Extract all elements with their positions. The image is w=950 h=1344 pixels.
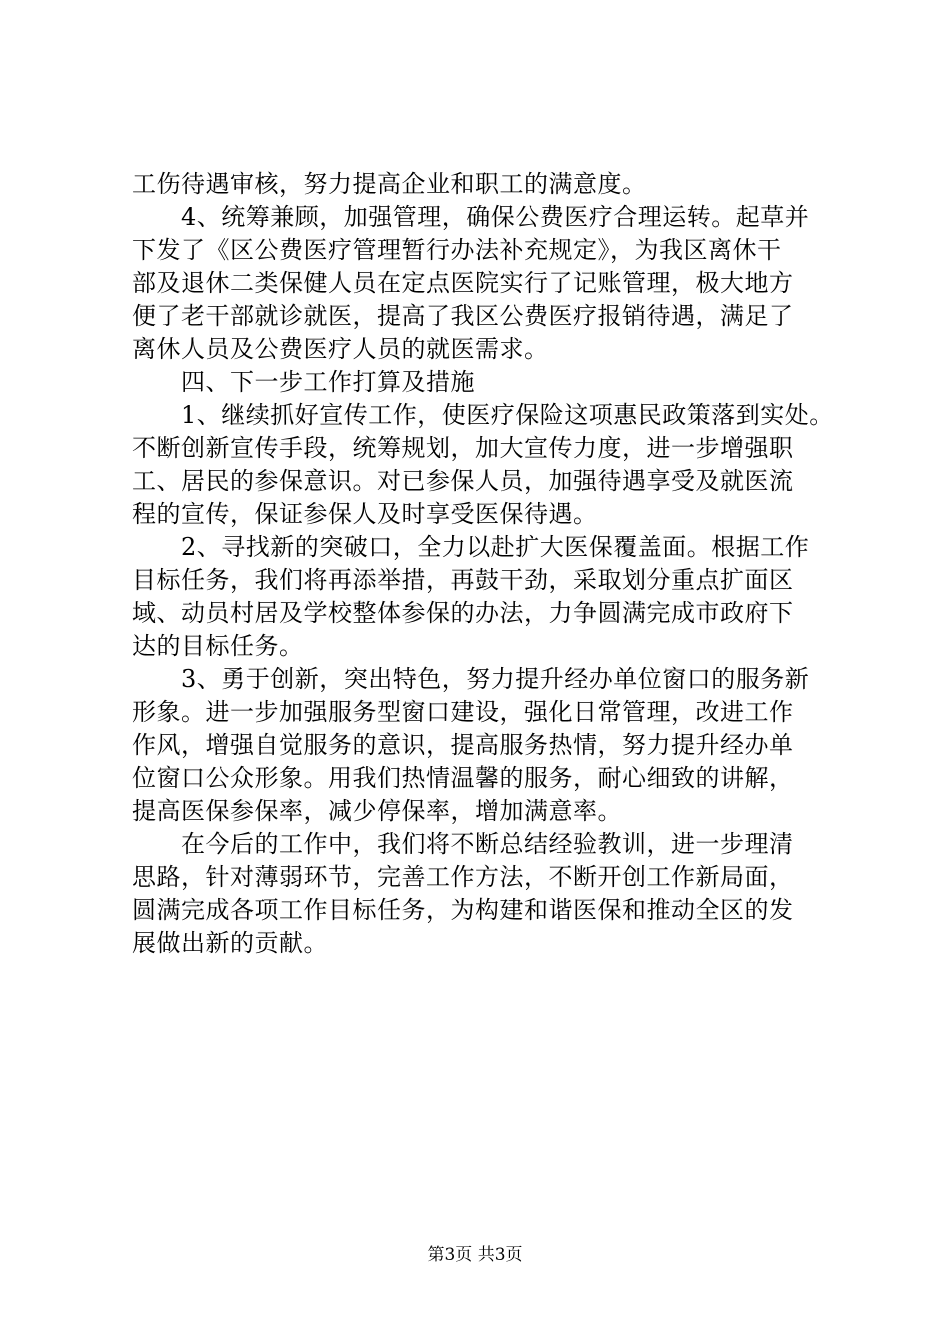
text-line: 4、统筹兼顾，加强管理，确保公费医疗合理运转。起草并 [132, 203, 810, 231]
text-line: 达的目标任务。 [132, 632, 304, 660]
text-line: 工、居民的参保意识。对已参保人员，加强待遇享受及就医流 [132, 467, 794, 495]
page-number: 第3页 共3页 [427, 1245, 523, 1265]
text-line: 工伤待遇审核，努力提高企业和职工的满意度。 [132, 170, 647, 198]
text-line: 1、继续抓好宣传工作，使医疗保险这项惠民政策落到实处。 [132, 401, 834, 429]
text-line: 圆满完成各项工作目标任务，为构建和谐医保和推动全区的发 [132, 896, 794, 924]
page-footer [0, 1243, 950, 1267]
text-line: 作风，增强自觉服务的意识，提高服务热情，努力提升经办单 [132, 731, 794, 759]
text-line: 展做出新的贡献。 [132, 929, 328, 957]
text-line: 位窗口公众形象。用我们热情温馨的服务，耐心细致的讲解， [132, 764, 794, 792]
text-line: 形象。进一步加强服务型窗口建设，强化日常管理，改进工作 [132, 698, 794, 726]
text-line: 3、勇于创新，突出特色，努力提升经办单位窗口的服务新 [132, 665, 810, 693]
text-line: 部及退休二类保健人员在定点医院实行了记账管理，极大地方 [132, 269, 794, 297]
text-line: 域、动员村居及学校整体参保的办法，力争圆满完成市政府下 [132, 599, 794, 627]
text-line: 程的宣传，保证参保人及时享受医保待遇。 [132, 500, 598, 528]
text-line: 提高医保参保率，减少停保率，增加满意率。 [132, 797, 622, 825]
text-line: 便了老干部就诊就医，提高了我区公费医疗报销待遇，满足了 [132, 302, 794, 330]
document-body [132, 168, 834, 960]
section-heading: 四、下一步工作打算及措施 [132, 368, 475, 396]
text-line: 思路，针对薄弱环节，完善工作方法，不断开创工作新局面， [132, 863, 794, 891]
text-line: 下发了《区公费医疗管理暂行办法补充规定》，为我区离休干 [132, 236, 782, 264]
text-line: 目标任务，我们将再添举措，再鼓干劲，采取划分重点扩面区 [132, 566, 794, 594]
text-line: 离休人员及公费医疗人员的就医需求。 [132, 335, 549, 363]
text-line: 不断创新宣传手段，统筹规划，加大宣传力度，进一步增强职 [132, 434, 794, 462]
text-line: 2、寻找新的突破口，全力以赴扩大医保覆盖面。根据工作 [132, 533, 810, 561]
text-line: 在今后的工作中，我们将不断总结经验教训，进一步理清 [132, 830, 794, 858]
